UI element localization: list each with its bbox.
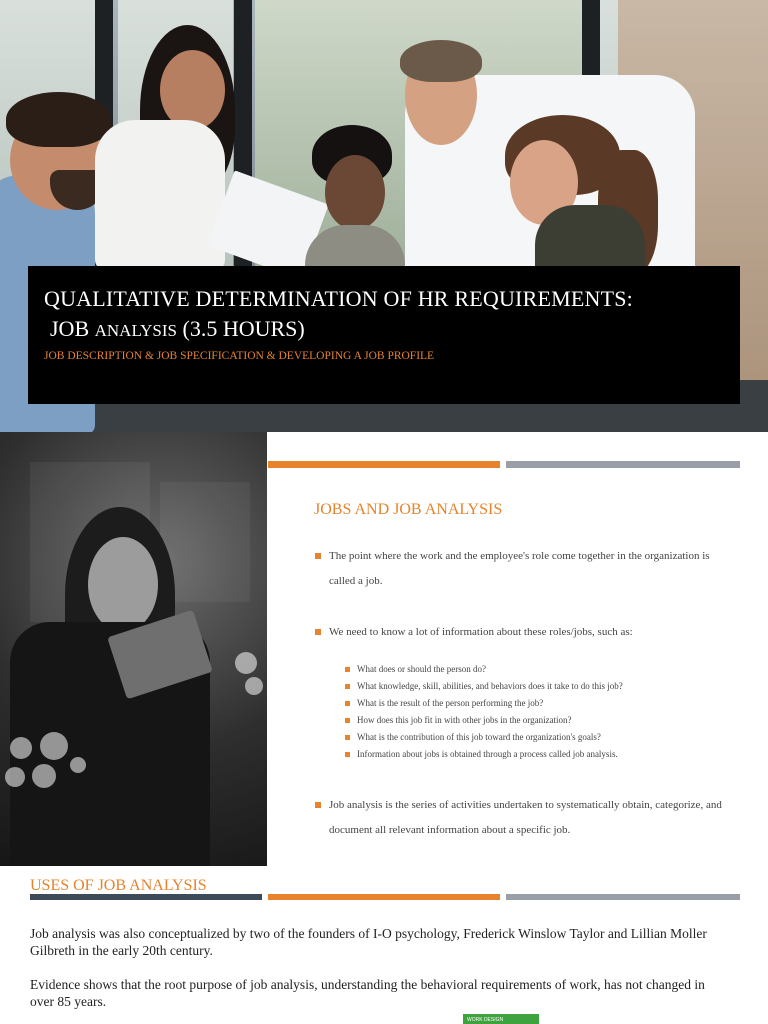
slide-subtitle: JOB DESCRIPTION & JOB SPECIFICATION & DEVELOPING A JOB PROFILE [44,350,435,362]
slide-title: JOBS AND JOB ANALYSIS [314,501,503,518]
bullet-item: We need to know a lot of information about these roles/jobs, such as: [315,620,725,645]
sub-bullet-item: Information about jobs is obtained through a process called job analysis. [345,746,618,763]
divider-gray [506,894,740,900]
paragraph: Job analysis was also conceptualized by two of the founders of I-O psychology, Frederick Winslow Taylor and Lillian Moller Gilbreth in the early 20th century. [30,926,707,958]
bullet-marker [345,735,350,740]
sub-bullet-item: What knowledge, skill, abilities, and behaviors does it take to do this job? [345,678,623,695]
work-design-tag: WORK DESIGN [463,1014,539,1024]
divider-dark [30,894,262,900]
bullet-marker [315,802,321,808]
jobs-slide [0,432,768,866]
sub-bullet-item: What is the contribution of this job toward the organization's goals? [345,729,601,746]
title-slide [0,0,768,432]
bullet-marker [345,684,350,689]
slide-title-line1: QUALITATIVE DETERMINATION OF HR REQUIREMENTS: [44,286,633,311]
sub-bullet-item: How does this job fit in with other jobs in the organization? [345,712,572,729]
slide-title: USES OF JOB ANALYSIS [30,877,207,894]
slide-title-line2 [50,316,305,342]
bullet-marker [315,629,321,635]
sub-bullet-item: What does or should the person do? [345,661,486,678]
bullet-item: The point where the work and the employee's role come together in the organization is called a job. [315,544,725,594]
title-smallcaps: ANALYSIS [94,321,177,340]
bullet-marker [315,553,321,559]
title-prefix: JOB [50,316,95,341]
paragraph: Evidence shows that the root purpose of job analysis, understanding the behavioral requirements of work, has not changed in over 85 years. [30,977,705,1009]
bullet-marker [345,752,350,757]
bullet-marker [345,701,350,706]
sub-bullet-item: What is the result of the person performing the job? [345,695,543,712]
bullet-item: Job analysis is the series of activities undertaken to systematically obtain, categorize, and document all relevant information about a specific job. [315,793,725,843]
bullet-marker [345,667,350,672]
divider-orange [268,894,500,900]
bullet-marker [345,718,350,723]
divider-orange [268,461,500,468]
divider-gray [506,461,740,468]
title-suffix: (3.5 HOURS) [177,316,305,341]
woman-with-tablet-photo [0,432,267,866]
title-box [28,266,740,404]
uses-slide [0,866,768,1024]
